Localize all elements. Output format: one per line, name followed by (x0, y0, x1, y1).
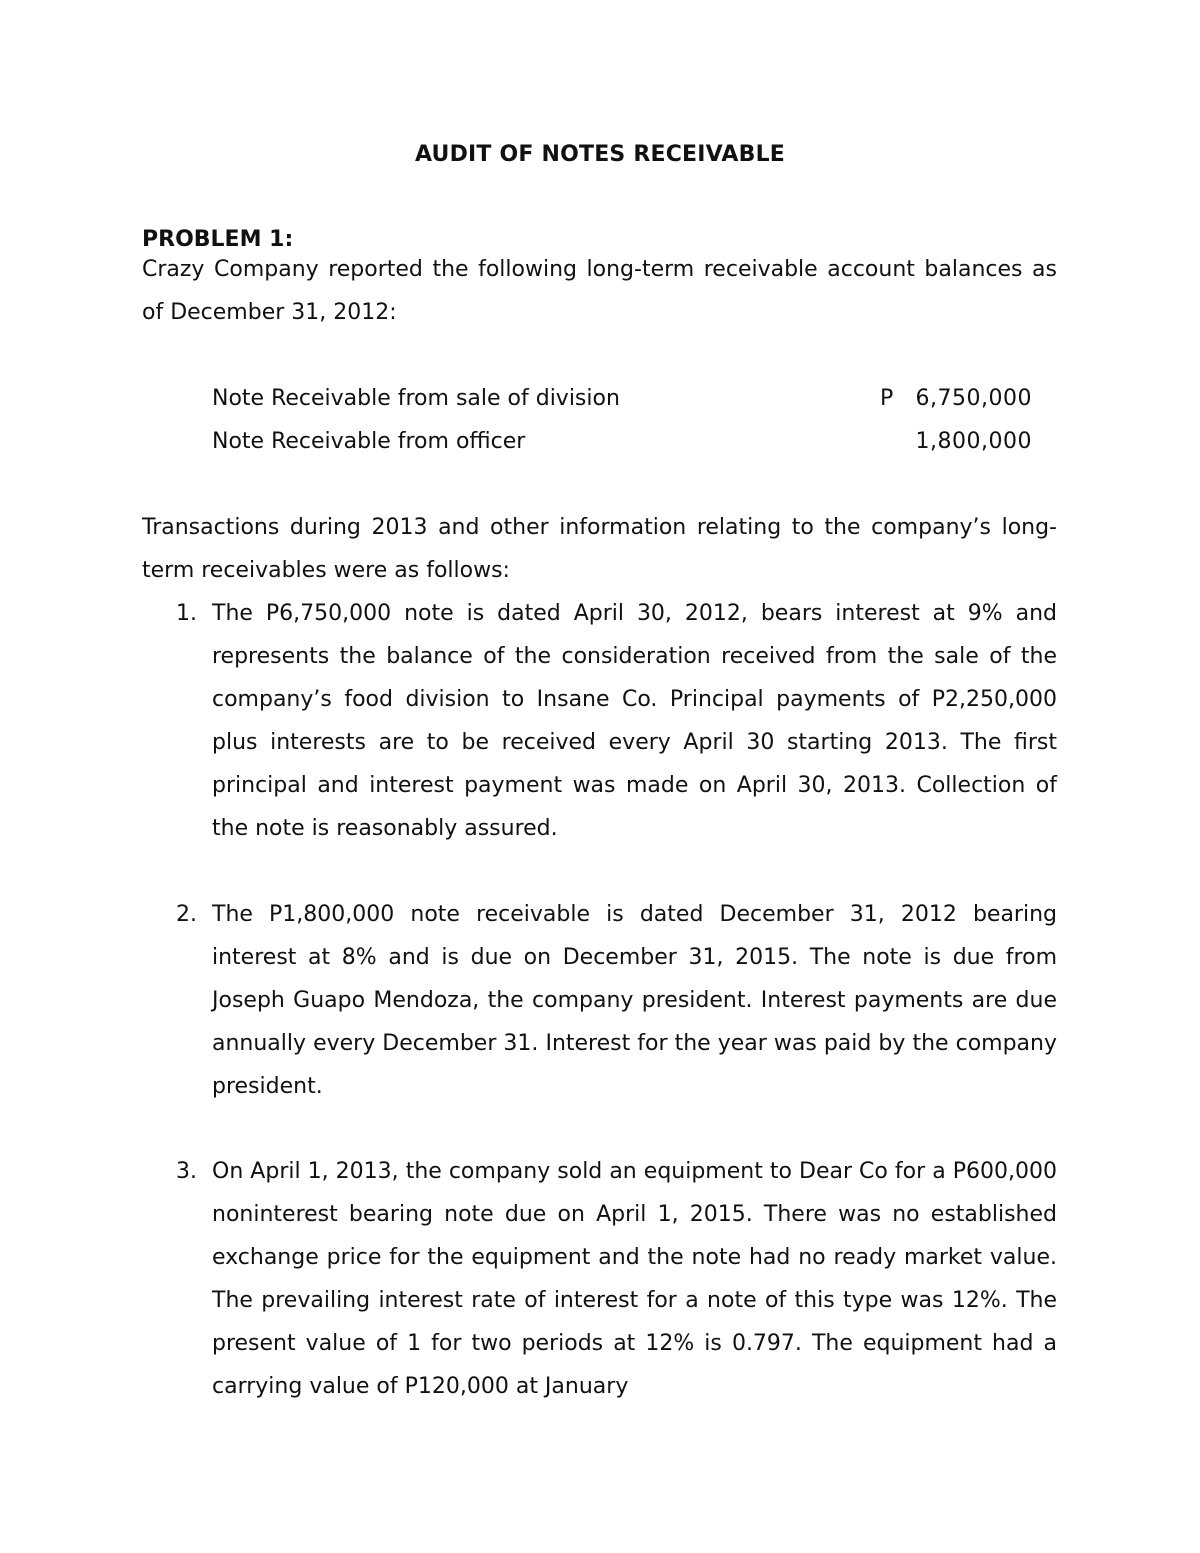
balance-amount: 1,800,000 (915, 429, 1032, 454)
list-item-number: 1. (176, 601, 197, 626)
balance-amount: 6,750,000 (915, 386, 1032, 411)
list-item-text: The P6,750,000 note is dated April 30, 2012, bears interest at 9% and represents the balance of the consideration received from the sale of the company’s food division to Insane Co. Principal payments of P2,250,000 plus interests are to be received every April 30 starting 2013. The first principal and interest payment was made on April 30, 2013. Collection of the note is reasonably assured. (212, 601, 1057, 841)
balance-label: Note Receivable from sale of division (212, 386, 620, 411)
list-item-number: 3. (176, 1159, 197, 1184)
transactions-lead-paragraph: Transactions during 2013 and other information relating to the company’s long-term receivables were as follows: (142, 515, 1057, 583)
balance-row (212, 377, 1032, 420)
intro-paragraph: Crazy Company reported the following long-term receivable account balances as of December 31, 2012: (142, 257, 1057, 325)
problem-label: PROBLEM 1: (142, 227, 294, 252)
balance-label: Note Receivable from officer (212, 429, 526, 454)
list-item-text: The P1,800,000 note receivable is dated December 31, 2012 bearing interest at 8% and is due on December 31, 2015. The note is due from Joseph Guapo Mendoza, the company president. Interest payments are due annually every December 31. Interest for the year was paid by the company president. (212, 902, 1057, 1099)
list-item-number: 2. (176, 902, 197, 927)
list-item (142, 592, 1057, 850)
list-item-text: On April 1, 2013, the company sold an equipment to Dear Co for a P600,000 noninterest bearing note due on April 1, 2015. There was no established exchange price for the equipment and the note had no ready market value. The prevailing interest rate of interest for a note of this type was 12%. The present value of 1 for two periods at 12% is 0.797. The equipment had a carrying value of P120,000 at January (212, 1159, 1057, 1399)
balance-row (212, 420, 1032, 463)
list-item (142, 1150, 1057, 1408)
balance-currency: P (880, 386, 894, 411)
list-item (142, 893, 1057, 1108)
document-title: AUDIT OF NOTES RECEIVABLE (414, 142, 786, 167)
